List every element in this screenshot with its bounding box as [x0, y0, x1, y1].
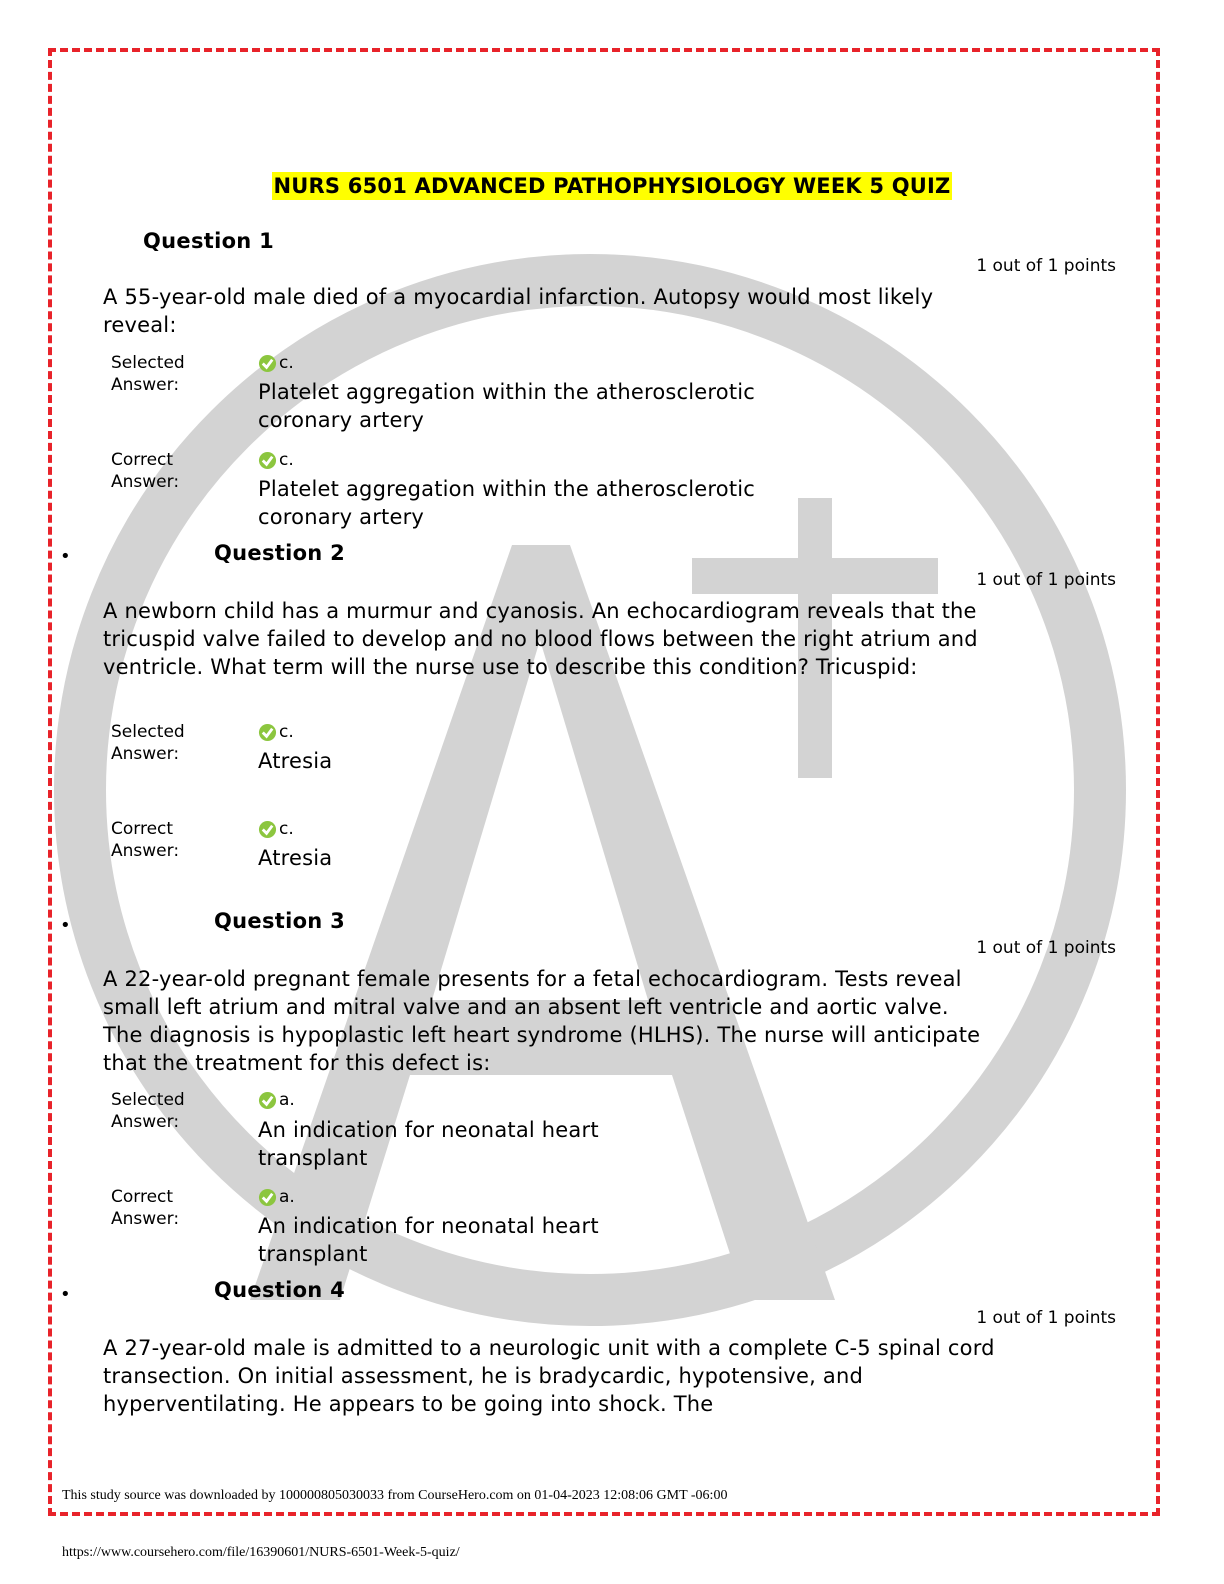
question-1-points: 1 out of 1 points	[976, 256, 1116, 276]
question-3-selected-letter	[258, 1090, 295, 1110]
check-icon	[258, 1188, 277, 1207]
question-2-selected-letter	[258, 722, 294, 742]
question-3-text: A 22-year-old pregnant female presents for a fetal echocardiogram. Tests reveal small left atrium and mitral valve and an absent left ventricle and aortic valve. The diagnosis is hypoplastic left heart syndrome (HLHS). The nurse will anticipate that the treatment for this defect is:	[103, 967, 981, 1075]
question-2-points: 1 out of 1 points	[976, 570, 1116, 590]
selected-letter-text: c.	[279, 353, 294, 373]
question-2-text: A newborn child has a murmur and cyanosis. An echocardiogram reveals that the tricuspid valve failed to develop and no blood flows between the right atrium and ventricle. What term will the nurse use to describe this condition? Tricuspid:	[103, 599, 978, 679]
question-3-selected-answer: An indication for neonatal heart transplant	[258, 1118, 599, 1170]
title-container	[0, 172, 1224, 200]
question-2-correct-label: Correct Answer:	[111, 819, 180, 861]
question-1-selected-label: Selected Answer:	[111, 353, 185, 395]
question-3-selected-label: Selected Answer:	[111, 1090, 185, 1132]
question-1-heading: Question 1	[143, 229, 275, 253]
bullet: •	[60, 546, 71, 567]
check-icon	[258, 354, 277, 373]
question-4-heading: Question 4	[214, 1278, 346, 1302]
check-icon	[258, 820, 277, 839]
check-icon	[258, 451, 277, 470]
question-4-text: A 27-year-old male is admitted to a neurologic unit with a complete C-5 spinal cord transection. On initial assessment, he is bradycardic, hypotensive, and hyperventilating. He appears to be going into shock. The	[103, 1336, 995, 1416]
correct-letter-text: a.	[279, 1187, 295, 1207]
question-3-correct-letter	[258, 1187, 295, 1207]
question-1-selected-letter	[258, 353, 294, 373]
question-1-correct-letter	[258, 450, 294, 470]
page-title: NURS 6501 ADVANCED PATHOPHYSIOLOGY WEEK 5 QUIZ	[273, 174, 951, 198]
bullet: •	[60, 1284, 71, 1305]
question-3-heading: Question 3	[214, 909, 346, 933]
question-1-correct-answer: Platelet aggregation within the atherosclerotic coronary artery	[258, 477, 756, 529]
question-1-selected-answer: Platelet aggregation within the atherosclerotic coronary artery	[258, 380, 756, 432]
question-1-correct-label: Correct Answer:	[111, 450, 180, 492]
bullet: •	[60, 915, 71, 936]
question-3-points: 1 out of 1 points	[976, 938, 1116, 958]
correct-letter-text: c.	[279, 450, 294, 470]
correct-letter-text: c.	[279, 819, 294, 839]
question-2-correct-answer: Atresia	[258, 846, 333, 870]
question-4-points: 1 out of 1 points	[976, 1308, 1116, 1328]
selected-letter-text: c.	[279, 722, 294, 742]
question-1-text: A 55-year-old male died of a myocardial infarction. Autopsy would most likely reveal:	[103, 285, 934, 337]
footer-url[interactable]: https://www.coursehero.com/file/16390601/NURS-6501-Week-5-quiz/	[62, 1545, 460, 1560]
question-2-selected-answer: Atresia	[258, 749, 333, 773]
question-2-correct-letter	[258, 819, 294, 839]
question-2-selected-label: Selected Answer:	[111, 722, 185, 764]
check-icon	[258, 1091, 277, 1110]
check-icon	[258, 723, 277, 742]
selected-letter-text: a.	[279, 1090, 295, 1110]
question-3-correct-label: Correct Answer:	[111, 1187, 180, 1229]
footer-source-note: This study source was downloaded by 100000805030033 from CourseHero.com on 01-04-2023 12:08:06 GMT -06:00	[62, 1488, 728, 1503]
question-2-heading: Question 2	[214, 541, 346, 565]
question-3-correct-answer: An indication for neonatal heart transplant	[258, 1214, 599, 1266]
